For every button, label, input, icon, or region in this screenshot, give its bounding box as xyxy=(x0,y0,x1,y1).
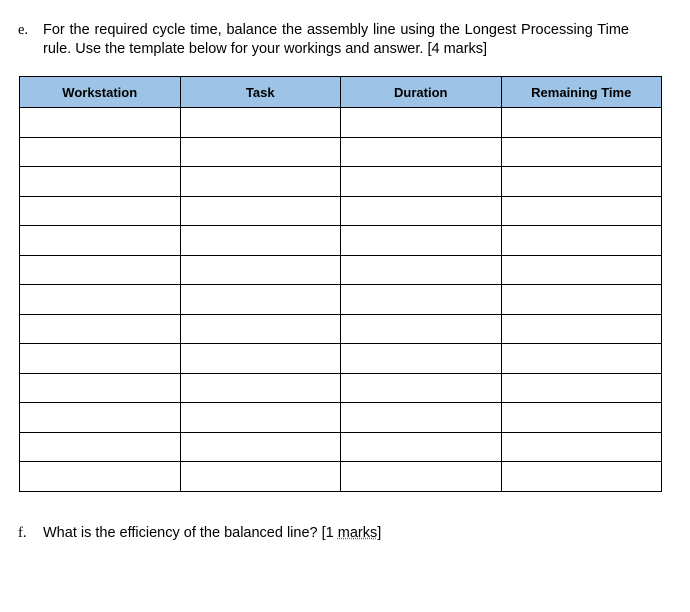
question-f-text-main: What is the efficiency of the balanced line? [1 xyxy=(43,525,338,541)
table-cell[interactable] xyxy=(341,373,502,403)
table-row xyxy=(20,462,662,492)
question-e-letter: e. xyxy=(18,22,29,38)
table-cell[interactable] xyxy=(501,108,662,138)
table-cell[interactable] xyxy=(341,314,502,344)
table-cell[interactable] xyxy=(20,108,181,138)
table-row xyxy=(20,285,662,315)
table-cell[interactable] xyxy=(501,285,662,315)
table-header-row xyxy=(20,77,662,108)
table-cell[interactable] xyxy=(20,255,181,285)
table-cell[interactable] xyxy=(341,137,502,167)
table-cell[interactable] xyxy=(20,226,181,256)
table-cell[interactable] xyxy=(180,462,341,492)
table-cell[interactable] xyxy=(20,285,181,315)
table-cell[interactable] xyxy=(341,196,502,226)
question-e xyxy=(18,21,658,59)
table-cell[interactable] xyxy=(180,226,341,256)
table-cell[interactable] xyxy=(180,432,341,462)
table-cell[interactable] xyxy=(20,196,181,226)
table-cell[interactable] xyxy=(20,403,181,433)
table-row xyxy=(20,255,662,285)
table-cell[interactable] xyxy=(341,344,502,374)
table-cell[interactable] xyxy=(20,167,181,197)
table-cell[interactable] xyxy=(180,285,341,315)
table-cell[interactable] xyxy=(180,344,341,374)
table-cell[interactable] xyxy=(501,462,662,492)
table-cell[interactable] xyxy=(180,196,341,226)
table-cell[interactable] xyxy=(501,226,662,256)
table-cell[interactable] xyxy=(180,403,341,433)
table-row xyxy=(20,432,662,462)
table-row xyxy=(20,344,662,374)
table-cell[interactable] xyxy=(341,285,502,315)
table-cell[interactable] xyxy=(20,432,181,462)
header-remaining-time: Remaining Time xyxy=(501,77,662,108)
table-row xyxy=(20,108,662,138)
table-row xyxy=(20,373,662,403)
table-cell[interactable] xyxy=(180,137,341,167)
table-cell[interactable] xyxy=(180,108,341,138)
table-cell[interactable] xyxy=(501,255,662,285)
header-workstation: Workstation xyxy=(20,77,181,108)
table-cell[interactable] xyxy=(501,137,662,167)
question-f-text-end: ] xyxy=(377,525,382,541)
question-f-marks-word: marks xyxy=(337,525,378,541)
table-cell[interactable] xyxy=(501,344,662,374)
table-cell[interactable] xyxy=(501,432,662,462)
question-f xyxy=(18,524,381,543)
table-cell[interactable] xyxy=(180,373,341,403)
table-cell[interactable] xyxy=(341,462,502,492)
table-row xyxy=(20,403,662,433)
table-cell[interactable] xyxy=(341,403,502,433)
table-cell[interactable] xyxy=(20,344,181,374)
question-f-text xyxy=(43,524,381,543)
table-cell[interactable] xyxy=(20,314,181,344)
table-cell[interactable] xyxy=(501,167,662,197)
table-cell[interactable] xyxy=(20,137,181,167)
table-cell[interactable] xyxy=(501,314,662,344)
table-cell[interactable] xyxy=(341,226,502,256)
table-cell[interactable] xyxy=(341,432,502,462)
table-cell[interactable] xyxy=(501,196,662,226)
table-cell[interactable] xyxy=(180,167,341,197)
table-row xyxy=(20,314,662,344)
table-cell[interactable] xyxy=(20,373,181,403)
table-row xyxy=(20,196,662,226)
table-body xyxy=(20,108,662,492)
answer-template-table xyxy=(19,76,662,492)
question-e-text: For the required cycle time, balance the assembly line using the Longest Processing Time rule. Use the template below for your workings and answer. [4 marks] xyxy=(43,22,629,57)
question-f-letter: f. xyxy=(18,525,27,541)
table-cell[interactable] xyxy=(180,314,341,344)
table-cell[interactable] xyxy=(501,403,662,433)
table-cell[interactable] xyxy=(501,373,662,403)
header-task: Task xyxy=(180,77,341,108)
table-row xyxy=(20,167,662,197)
table-cell[interactable] xyxy=(341,108,502,138)
table-cell[interactable] xyxy=(341,167,502,197)
table-row xyxy=(20,137,662,167)
table-cell[interactable] xyxy=(180,255,341,285)
table-cell[interactable] xyxy=(341,255,502,285)
table-row xyxy=(20,226,662,256)
table-cell[interactable] xyxy=(20,462,181,492)
header-duration: Duration xyxy=(341,77,502,108)
